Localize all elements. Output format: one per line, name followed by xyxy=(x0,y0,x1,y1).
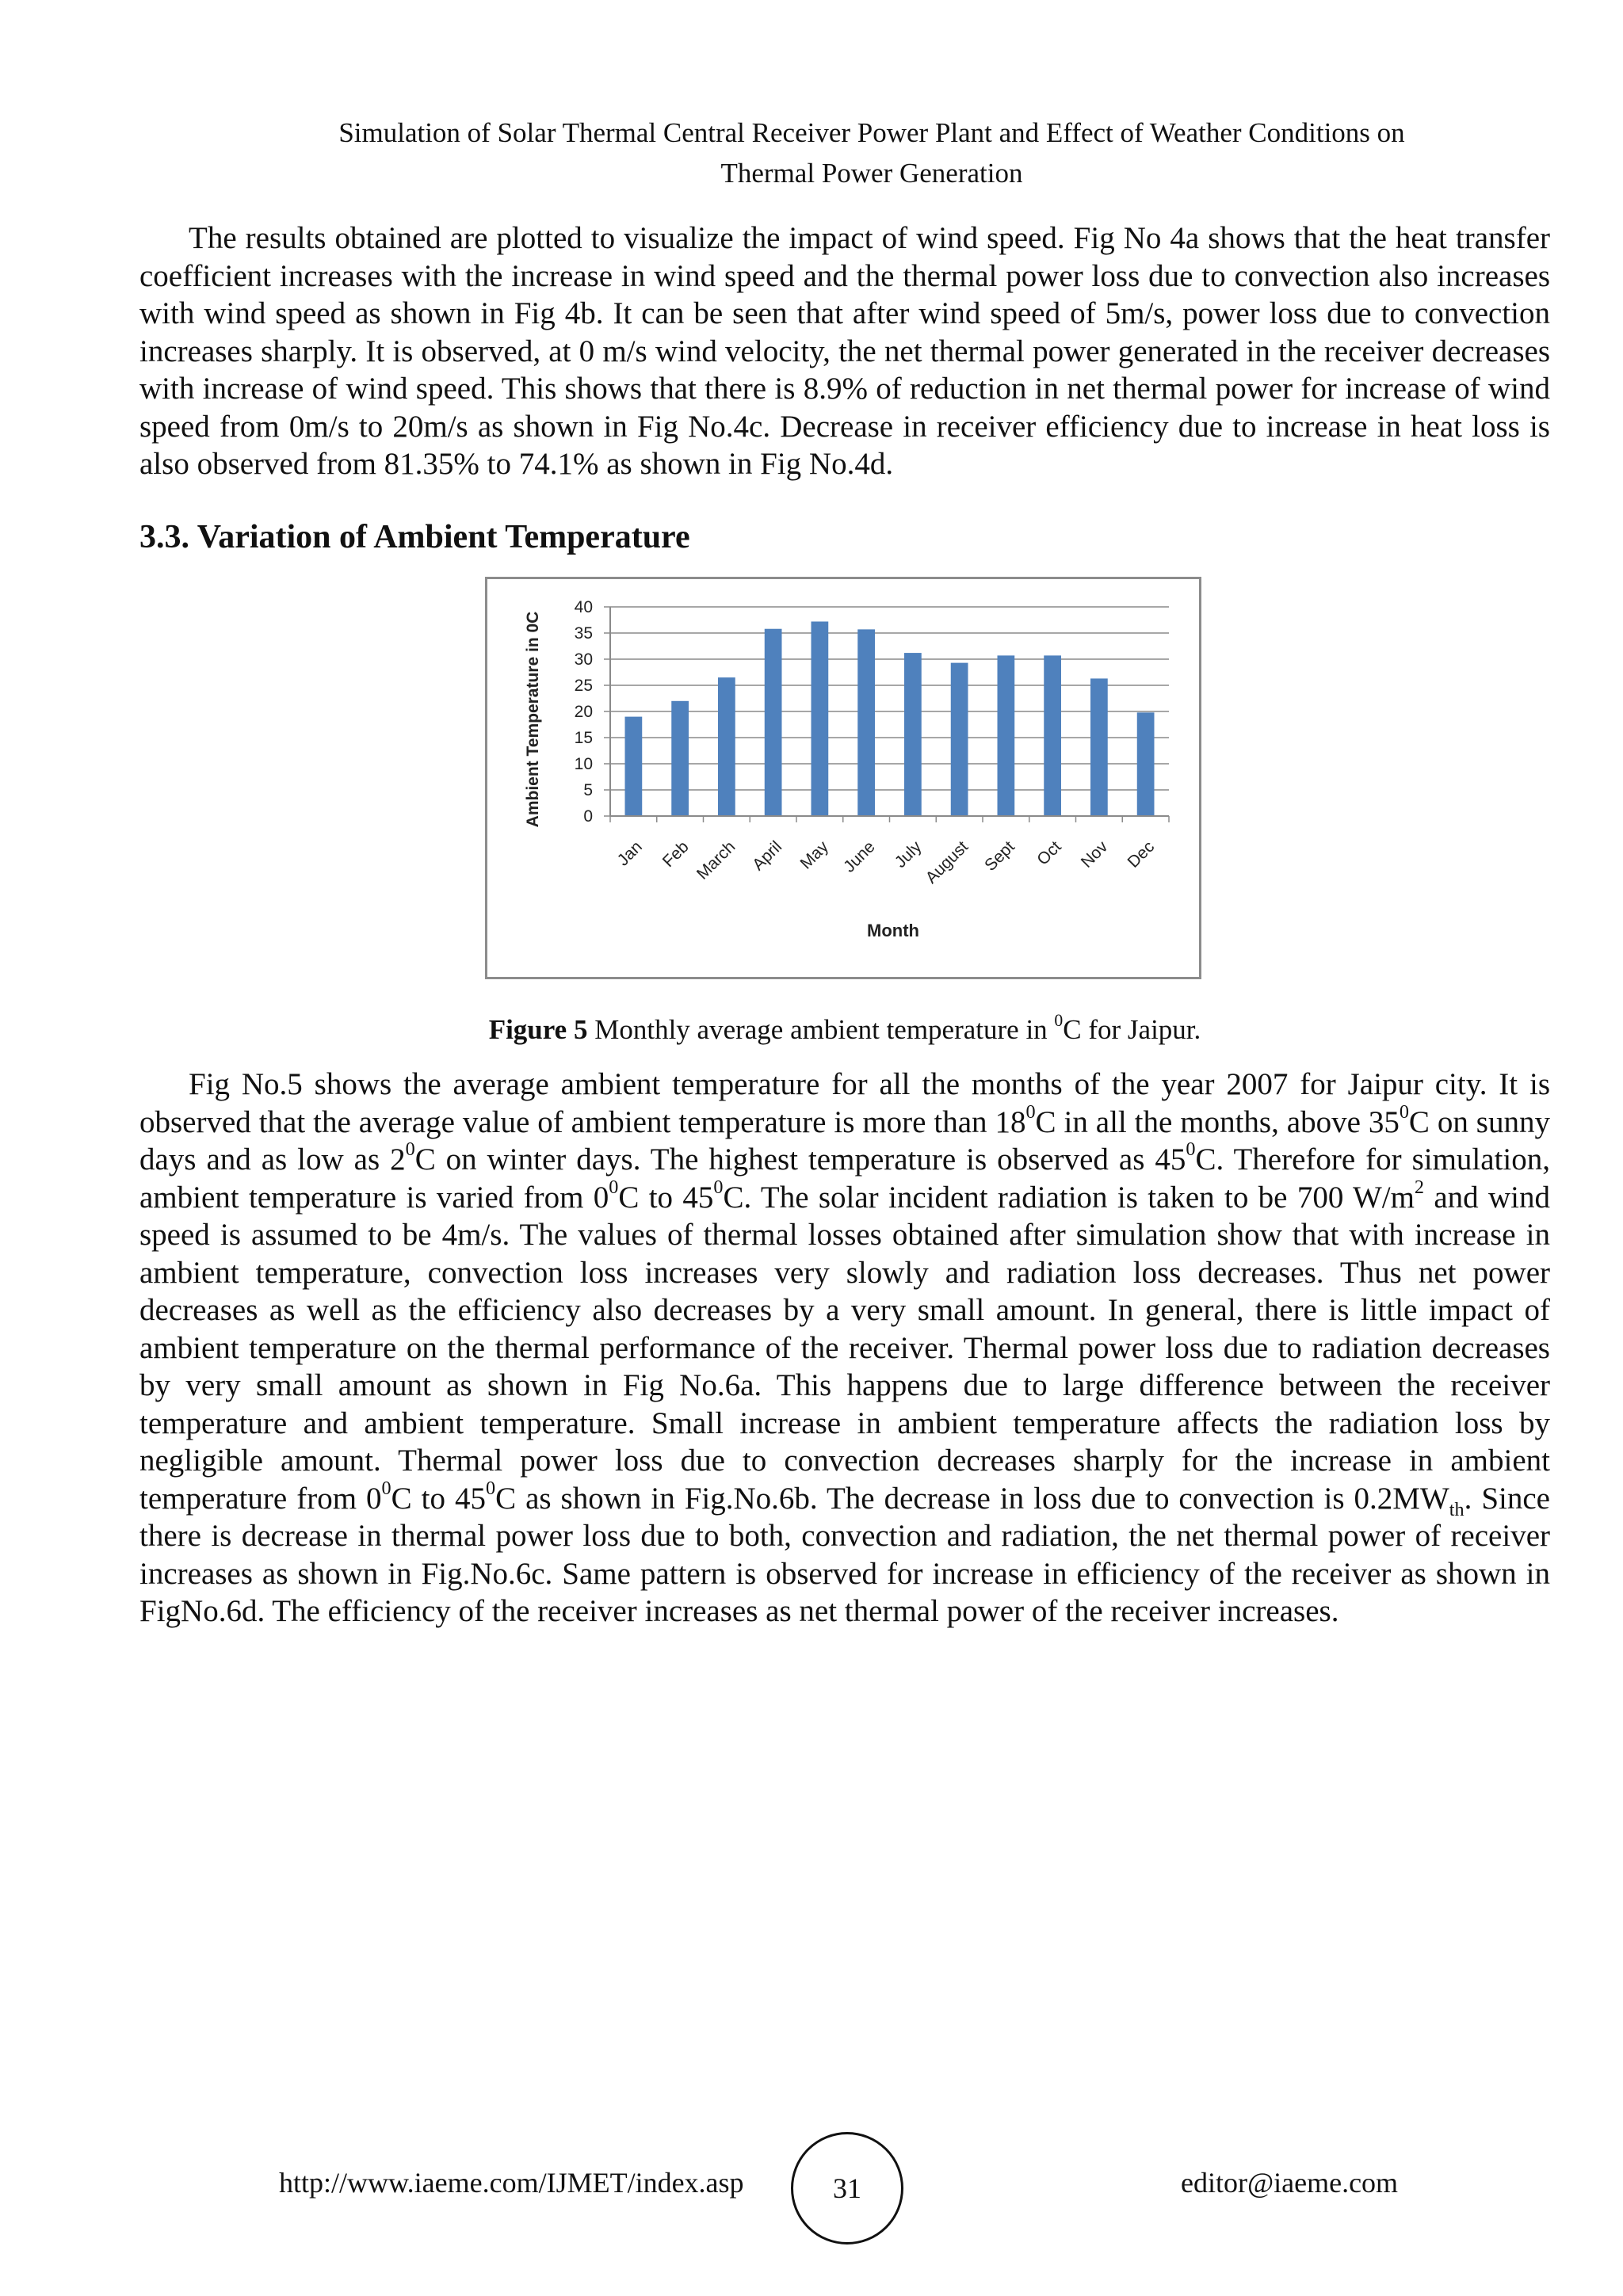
chart-x-tick-label: Dec xyxy=(1124,837,1159,871)
chart-bars xyxy=(625,621,1155,816)
chart-bar-may xyxy=(812,621,829,816)
p2-text: and wind speed is assumed to be 4m/s. The values of thermal losses obtained after simulation show that with increase in ambient temperature, convection loss increases very slowly and radiation loss decreases. Thus net power decreases as well as the efficiency also decreases by a very small amount. In general, there is little impact of ambient temperature on the thermal performance of the receiver. Thermal power loss due to radiation decreases by very small amount as shown in Fig No.6a. This happens due to large difference between the receiver temperature and ambient temperature. Small increase in ambient temperature affects the radiation loss by negligible amount. Thermal power loss due to convection decreases sharply for the increase in ambient temperature from 0 xyxy=(139,1180,1550,1516)
chart-y-tick-label: 0 xyxy=(583,807,593,826)
p2-text: C to 45 xyxy=(618,1180,714,1215)
footer-url[interactable]: http://www.iaeme.com/IJMET/index.asp xyxy=(279,2167,744,2199)
p2-text: C as shown in Fig.No.6b. The decrease in loss due to convection is 0.2MW xyxy=(495,1481,1449,1516)
p2-sub: th xyxy=(1449,1498,1465,1520)
p2-sup: 0 xyxy=(713,1176,724,1198)
chart-y-tick-label: 10 xyxy=(574,755,593,773)
p2-sup: 0 xyxy=(485,1477,496,1499)
chart-x-tick-label: Feb xyxy=(659,837,693,871)
chart-bar-june xyxy=(857,629,875,816)
chart-x-axis-title: Month xyxy=(867,921,919,940)
p2-sup: 0 xyxy=(609,1176,619,1198)
chart-x-tick-label: May xyxy=(796,837,832,873)
chart-y-tick-label: 35 xyxy=(574,624,593,643)
p2-text: . Since there is decrease in thermal power loss due to both, convection and radiation, the net thermal power of receiver increases as shown in Fig.No.6c. Same pattern is observed for increase in efficiency of the receiver as shown in FigNo.6d. The efficiency of the receiver increases as net thermal power of the receiver increases. xyxy=(139,1481,1550,1628)
chart-y-tick-label: 20 xyxy=(574,703,593,721)
chart-x-tick-label: Oct xyxy=(1033,837,1065,869)
paragraph-ambient-temperature xyxy=(139,1066,1550,1630)
chart-bar-oct xyxy=(1044,655,1061,816)
p2-text: Fig No.5 shows the average ambient temperature for all the months of the year 2007 for Jaipur city. It is observed that the average value of ambient temperature is more than 18 xyxy=(139,1067,1550,1139)
running-header xyxy=(238,113,1506,193)
running-header-line-1: Simulation of Solar Thermal Central Receiver Power Plant and Effect of Weather Conditions on xyxy=(338,117,1405,148)
p2-sup: 0 xyxy=(405,1138,415,1161)
chart-bar-nov xyxy=(1090,678,1108,816)
chart-y-tick-label: 30 xyxy=(574,650,593,669)
p2-text: C on winter days. The highest temperature is observed as 45 xyxy=(414,1142,1186,1177)
p2-text: C. The solar incident radiation is taken to be 700 W/m xyxy=(723,1180,1415,1215)
chart-x-tick-label: June xyxy=(840,837,879,876)
section-heading: 3.3. Variation of Ambient Temperature xyxy=(139,519,690,555)
chart-y-tick-label: 40 xyxy=(574,598,593,616)
figure-caption-label: Figure 5 xyxy=(488,1014,588,1045)
chart-bar-jan xyxy=(625,717,643,816)
p2-text: C to 45 xyxy=(391,1481,486,1516)
p2-sup: 2 xyxy=(1414,1176,1425,1198)
p2-sup: 0 xyxy=(1025,1100,1036,1123)
footer-email[interactable]: editor@iaeme.com xyxy=(1181,2167,1399,2199)
figure-caption-text: Monthly average ambient temperature in xyxy=(587,1014,1055,1045)
chart-y-axis-title: Ambient Temperature in 0C xyxy=(524,611,542,828)
chart-x-tick-label: April xyxy=(749,837,786,875)
chart-bar-april xyxy=(765,629,782,816)
chart-y-tick-label: 15 xyxy=(574,729,593,747)
ambient-temperature-chart xyxy=(485,577,1201,979)
running-header-line-2: Thermal Power Generation xyxy=(720,158,1023,189)
paragraph-wind-speed-text: The results obtained are plotted to visualize the impact of wind speed. Fig No 4a shows that the heat transfer coefficient increases with the increase in wind speed and the thermal power loss due to convection also increases with wind speed as shown in Fig 4b. It can be seen that after wind speed of 5m/s, power loss due to convection increases sharply. It is observed, at 0 m/s wind velocity, the net thermal power generated in the receiver decreases with increase of wind speed. This shows that there is 8.9% of reduction in net thermal power for increase of wind speed from 0m/s to 20m/s as shown in Fig No.4c. Decrease in receiver efficiency due to increase in heat loss is also observed from 81.35% to 74.1% as shown in Fig No.4d. xyxy=(139,221,1550,481)
paragraph-wind-speed xyxy=(139,219,1550,483)
p2-text: C. Therefore for simulation, ambient temperature is varied from 0 xyxy=(139,1142,1550,1215)
chart-x-tick-label: Sept xyxy=(981,837,1018,875)
chart-x-tick-labels xyxy=(614,837,1158,887)
p2-sup: 0 xyxy=(1186,1138,1196,1161)
chart-x-tick-label: Nov xyxy=(1077,837,1112,871)
chart-x-tick-label: March xyxy=(693,837,739,883)
chart-bar-dec xyxy=(1137,712,1155,816)
chart-y-tick-labels xyxy=(575,598,593,826)
figure-caption xyxy=(139,1012,1550,1048)
chart-bar-august xyxy=(951,663,968,816)
chart-bar-sept xyxy=(998,655,1015,816)
chart-x-tick-label: Jan xyxy=(613,837,646,870)
chart-bar-feb xyxy=(671,701,689,816)
chart-y-tick-label: 25 xyxy=(574,677,593,695)
figure-caption-sup: 0 xyxy=(1054,1011,1064,1031)
chart-canvas xyxy=(487,579,1204,982)
p2-text: C in all the months, above 35 xyxy=(1035,1104,1400,1139)
p2-sup: 0 xyxy=(381,1477,391,1499)
chart-bar-march xyxy=(718,677,735,816)
chart-x-tick-label: July xyxy=(891,837,926,871)
p2-text: C on sunny days and as low as 2 xyxy=(139,1104,1550,1177)
figure-caption-text-end: C for Jaipur. xyxy=(1063,1014,1201,1045)
chart-x-tick-label: August xyxy=(922,837,972,887)
p2-sup: 0 xyxy=(1399,1100,1409,1123)
chart-y-tick-label: 5 xyxy=(583,781,593,799)
page-number: 31 xyxy=(791,2132,903,2245)
chart-bar-july xyxy=(904,653,922,816)
